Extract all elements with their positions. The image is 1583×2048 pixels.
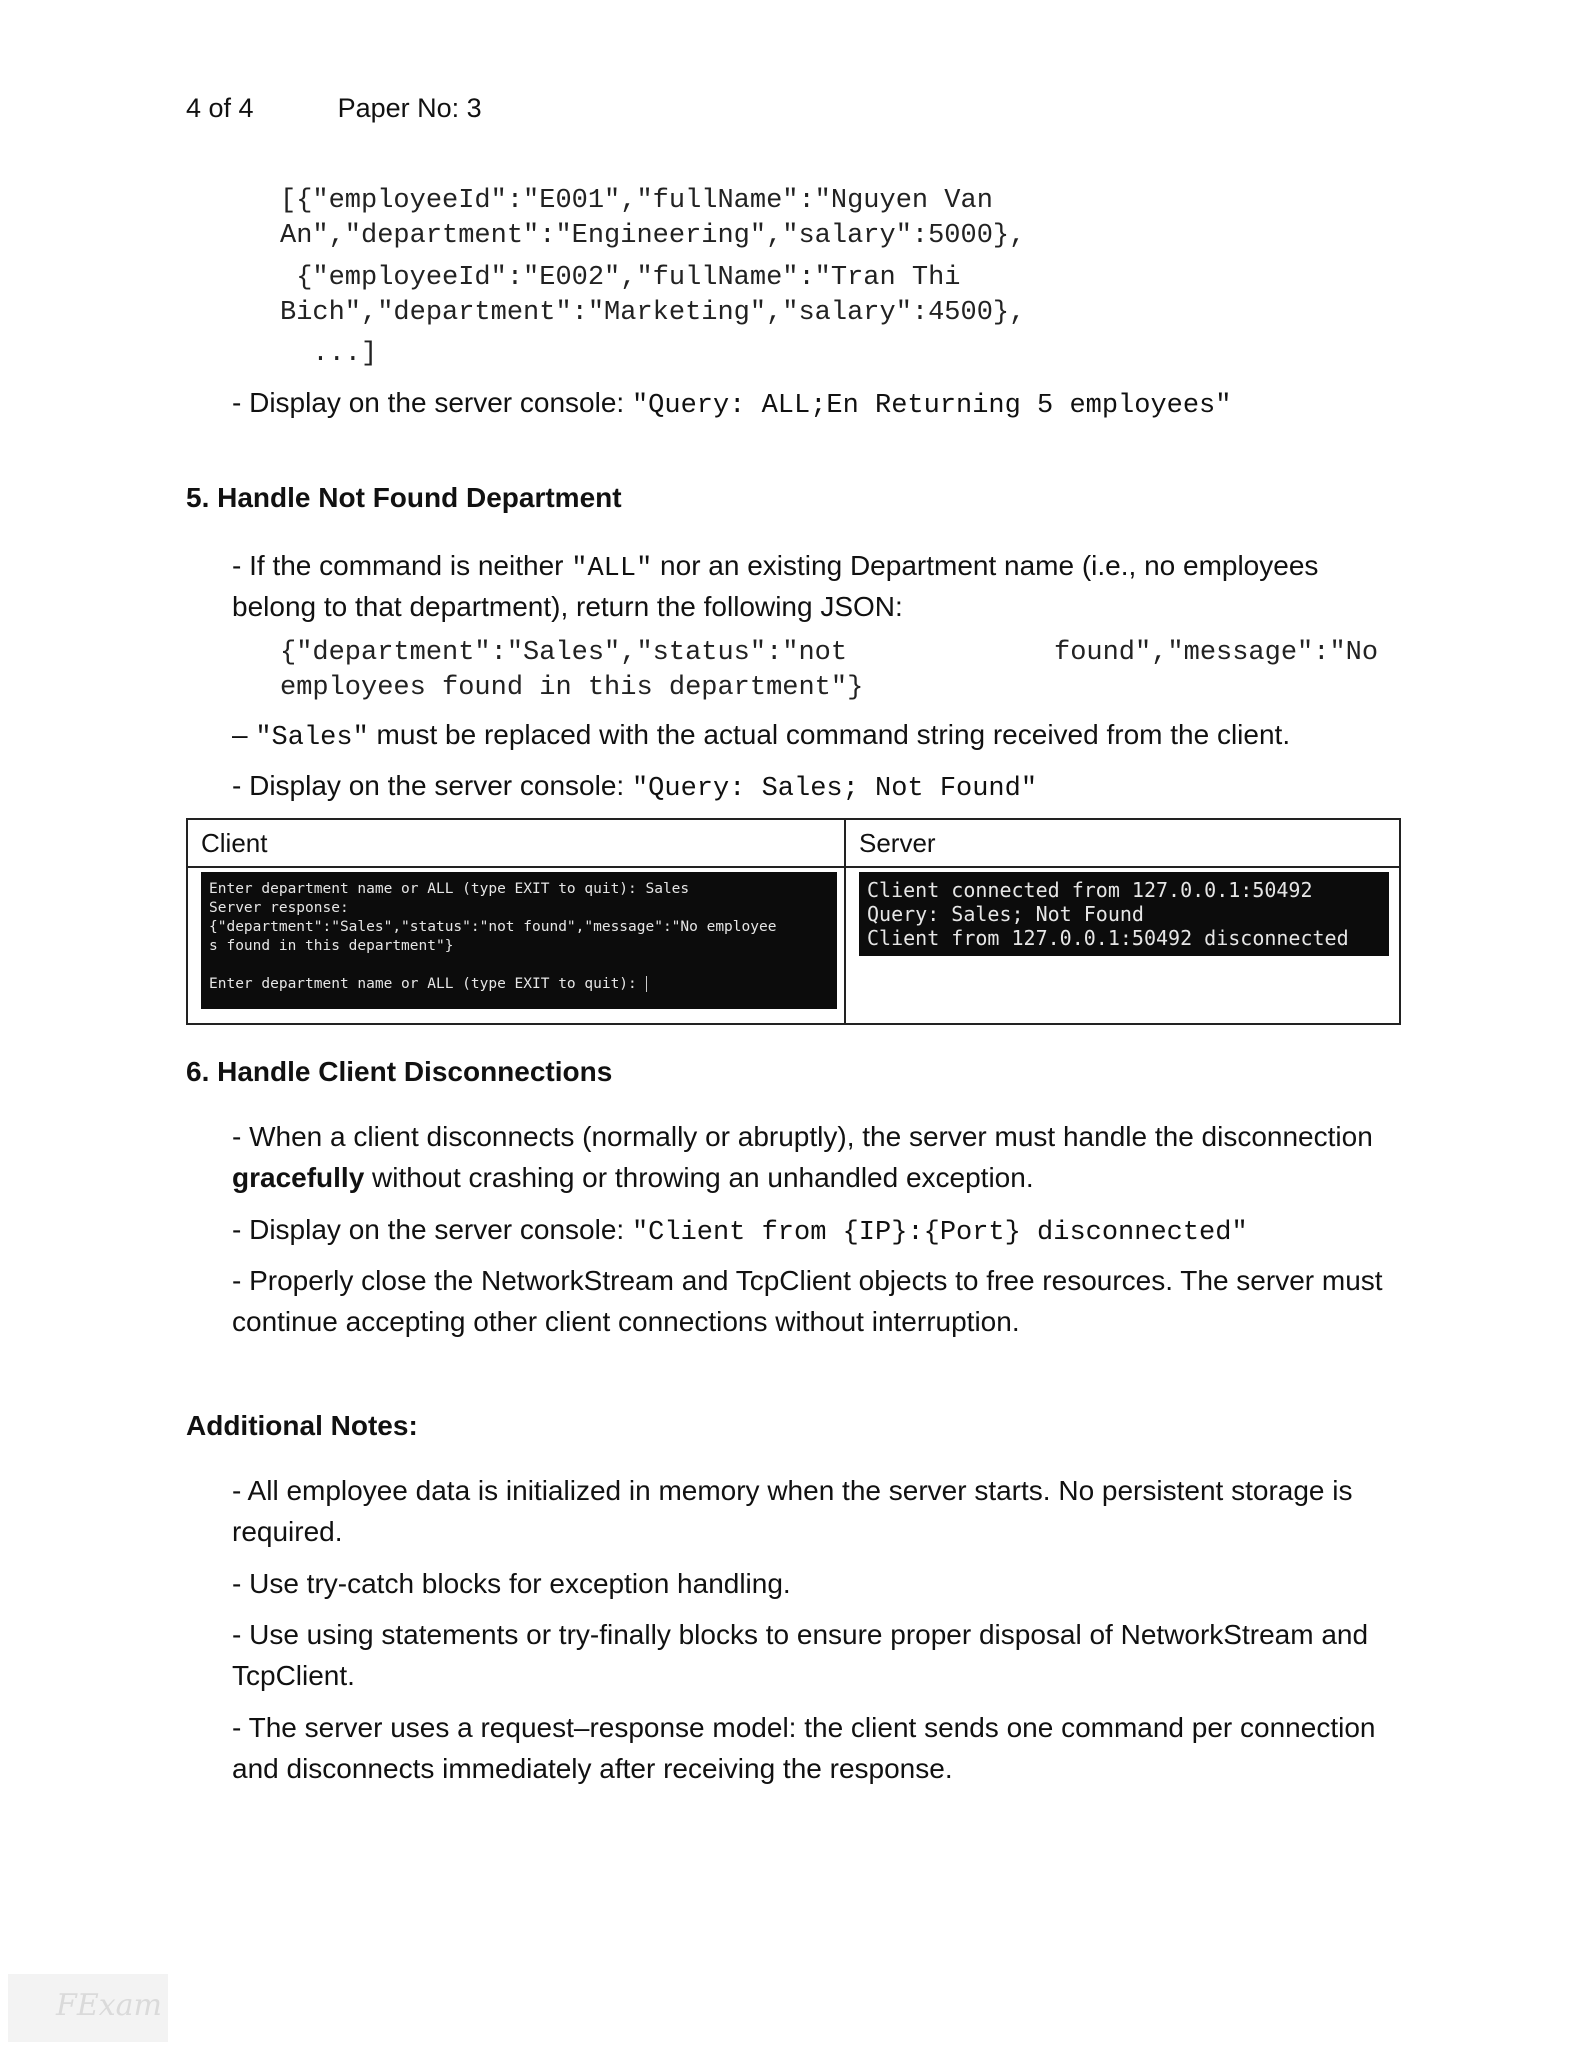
json-line: found","message":"No (1054, 638, 1379, 668)
code-line: [{"employeeId":"E001","fullName":"Nguyen Van (280, 186, 993, 216)
json-line: employees found in this department"} (280, 673, 864, 703)
inline-code: "Query: ALL;En Returning 5 employees" (631, 391, 1232, 421)
note-line: - The server uses a request–response model: the client sends one command per connection (232, 1712, 1376, 1743)
server-terminal: Client connected from 127.0.0.1:50492 Query: Sales; Not Found Client from 127.0.0.1:50492 disconnected (859, 872, 1389, 956)
notes-heading: Additional Notes: (186, 1410, 418, 1441)
io-example-table (186, 818, 1401, 1025)
watermark-text: FExam (56, 1988, 162, 2023)
json-line: {"department":"Sales","status":"not (280, 638, 848, 668)
note-line: TcpClient. (232, 1660, 355, 1691)
page-header (186, 93, 482, 124)
paragraph-line: continue accepting other client connections without interruption. (232, 1306, 1020, 1337)
note-line: - All employee data is initialized in memory when the server starts. No persistent storage is (232, 1475, 1353, 1506)
note-line: and disconnects immediately after receiving the response. (232, 1753, 953, 1784)
code-line: {"employeeId":"E002","fullName":"Tran Thi (280, 263, 961, 293)
server-cell (845, 867, 1400, 1024)
paragraph: - If the command is neither "ALL" nor an existing Department name (i.e., no employees (232, 550, 1319, 584)
code-line: ...] (280, 339, 378, 369)
paragraph-line: gracefully without crashing or throwing an unhandled exception. (232, 1162, 1034, 1193)
section-heading: 6. Handle Client Disconnections (186, 1056, 613, 1087)
paragraph: - Display on the server console: "Client from {IP}:{Port} disconnected" (232, 1214, 1248, 1248)
paragraph-line: belong to that department), return the following JSON: (232, 591, 903, 622)
paragraph-line: - When a client disconnects (normally or abruptly), the server must handle the disconnection (232, 1121, 1373, 1152)
page-number: 4 of 4 (186, 93, 254, 123)
code-line: An","department":"Engineering","salary":5000}, (280, 221, 1026, 251)
note-line: - Use using statements or try-finally blocks to ensure proper disposal of NetworkStream and (232, 1619, 1369, 1650)
display-all-line: - Display on the server console: "Query: ALL;En Returning 5 employees" (232, 387, 1232, 421)
bold-text: gracefully (232, 1162, 365, 1193)
watermark-logo (8, 1974, 168, 2042)
paper-number: Paper No: 3 (337, 93, 482, 123)
paragraph: – "Sales" must be replaced with the actual command string received from the client. (232, 719, 1291, 753)
inline-code: "Query: Sales; Not Found" (631, 774, 1038, 804)
client-terminal: Enter department name or ALL (type EXIT to quit): Sales Server response: {"department":"Sales","status":"not found","message":"No employee s found in this department"} Enter department name or ALL (type EXIT to quit): (201, 872, 837, 1009)
note-line: - Use try-catch blocks for exception handling. (232, 1568, 791, 1599)
paragraph-line: - Properly close the NetworkStream and TcpClient objects to free resources. The server must (232, 1265, 1383, 1296)
cursor-icon (646, 976, 647, 992)
inline-code: "Sales" (255, 723, 369, 753)
note-line: required. (232, 1516, 343, 1547)
inline-code: "Client from {IP}:{Port} disconnected" (631, 1218, 1248, 1248)
inline-code: "ALL" (571, 554, 653, 584)
code-line: Bich","department":"Marketing","salary":4500}, (280, 298, 1026, 328)
client-column-header: Client (187, 819, 845, 867)
client-cell (187, 867, 845, 1024)
section-heading: 5. Handle Not Found Department (186, 482, 622, 513)
server-column-header: Server (845, 819, 1400, 867)
paragraph: - Display on the server console: "Query: Sales; Not Found" (232, 770, 1038, 804)
